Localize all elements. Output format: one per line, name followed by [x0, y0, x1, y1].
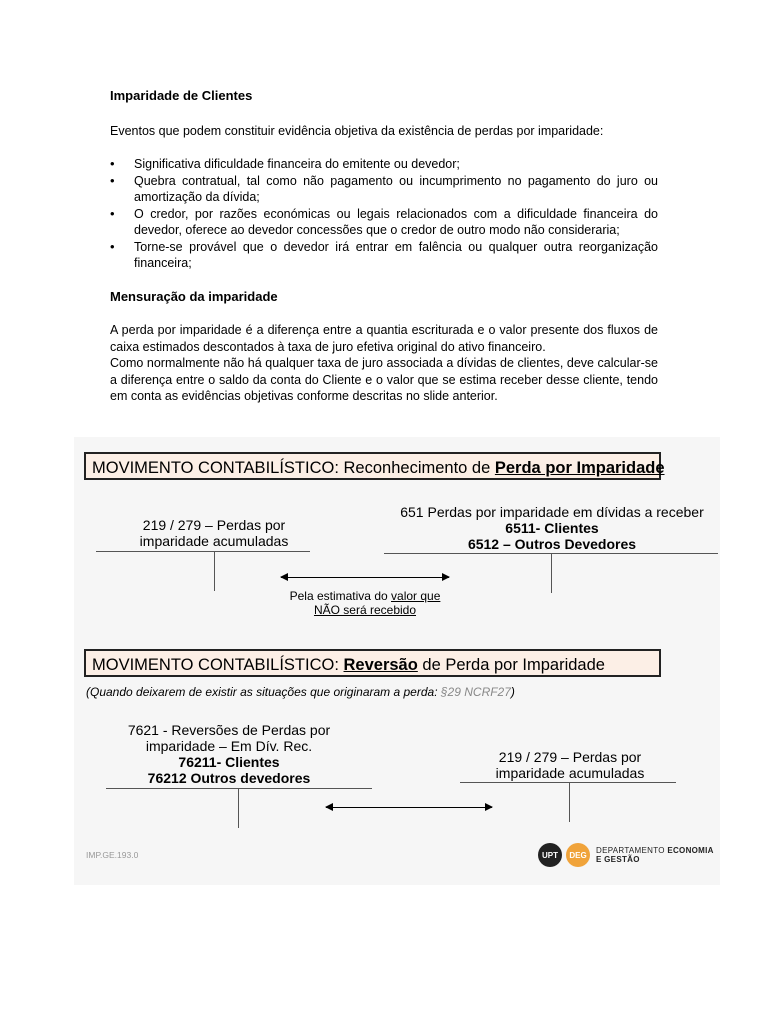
accounting-slide	[74, 437, 720, 885]
list-item: • Torne-se provável que o devedor irá entrar em falência ou qualquer outra reorganização financeira;	[110, 239, 658, 272]
estimate-note: Pela estimativa do valor que NÃO será recebido	[289, 589, 441, 617]
account-651: 651 Perdas por imparidade em dívidas a receber 6511- Clientes 6512 – Outros Devedores	[400, 504, 704, 552]
upt-logo-icon: UPT	[538, 843, 562, 867]
department-name: DEPARTAMENTO ECONOMIA E GESTÃO	[596, 846, 714, 864]
account-219-279-reversal: 219 / 279 – Perdas por imparidade acumuladas	[495, 749, 645, 781]
reversal-title-box: MOVIMENTO CONTABILÍSTICO: Reversão de Perda por Imparidade	[84, 649, 661, 677]
reversal-condition-note: (Quando deixarem de existir as situações que originaram a perda: §29 NCRF27)	[86, 685, 515, 699]
measurement-paragraph-2: Como normalmente não há qualquer taxa de juro associada a dívidas de clientes, deve calcular-se a diferença entre o saldo da conta do Cliente e o valor que se estima receber desse cliente, tendo em conta as evidências objetivas conforme descritas no slide anterior.	[110, 356, 658, 403]
list-item: • Significativa dificuldade financeira do emitente ou devedor;	[110, 156, 658, 173]
list-item: • Quebra contratual, tal como não pagamento ou incumprimento no pagamento do juro ou amortização da dívida;	[110, 173, 658, 206]
measurement-heading: Mensuração da imparidade	[110, 289, 278, 304]
section-title: Imparidade de Clientes	[110, 88, 253, 103]
account-7621: 7621 - Reversões de Perdas por imparidade – Em Dív. Rec. 76211- Clientes 76212 Outros devedores	[127, 722, 331, 786]
list-item: • O credor, por razões económicas ou legais relacionados com a dificuldade financeira do devedor, oferece ao devedor concessões que o credor de outro modo não consideraria;	[110, 206, 658, 239]
university-logo	[538, 842, 714, 868]
t-account-divider	[238, 788, 239, 828]
t-account-line	[96, 551, 310, 552]
t-account-divider	[551, 553, 552, 593]
t-account-divider	[569, 782, 570, 822]
t-account-line	[460, 782, 676, 783]
deg-logo-icon: DEG	[566, 843, 590, 867]
account-219-279: 219 / 279 – Perdas por imparidade acumuladas	[139, 517, 289, 549]
evidence-list	[110, 156, 658, 272]
slide-code: IMP.GE.193.0	[86, 850, 139, 860]
double-arrow-icon	[326, 807, 492, 808]
recognition-title-box: MOVIMENTO CONTABILÍSTICO: Reconhecimento de Perda por Imparidade	[84, 452, 661, 480]
t-account-divider	[214, 551, 215, 591]
measurement-paragraph-1: A perda por imparidade é a diferença entre a quantia escriturada e o valor presente dos fluxos de caixa estimados descontados à taxa de juro efetiva original do ativo financeiro.	[110, 323, 658, 354]
double-arrow-icon	[281, 577, 449, 578]
t-account-line	[106, 788, 372, 789]
intro-text: Eventos que podem constituir evidência objetiva da existência de perdas por imparidade:	[110, 124, 604, 138]
